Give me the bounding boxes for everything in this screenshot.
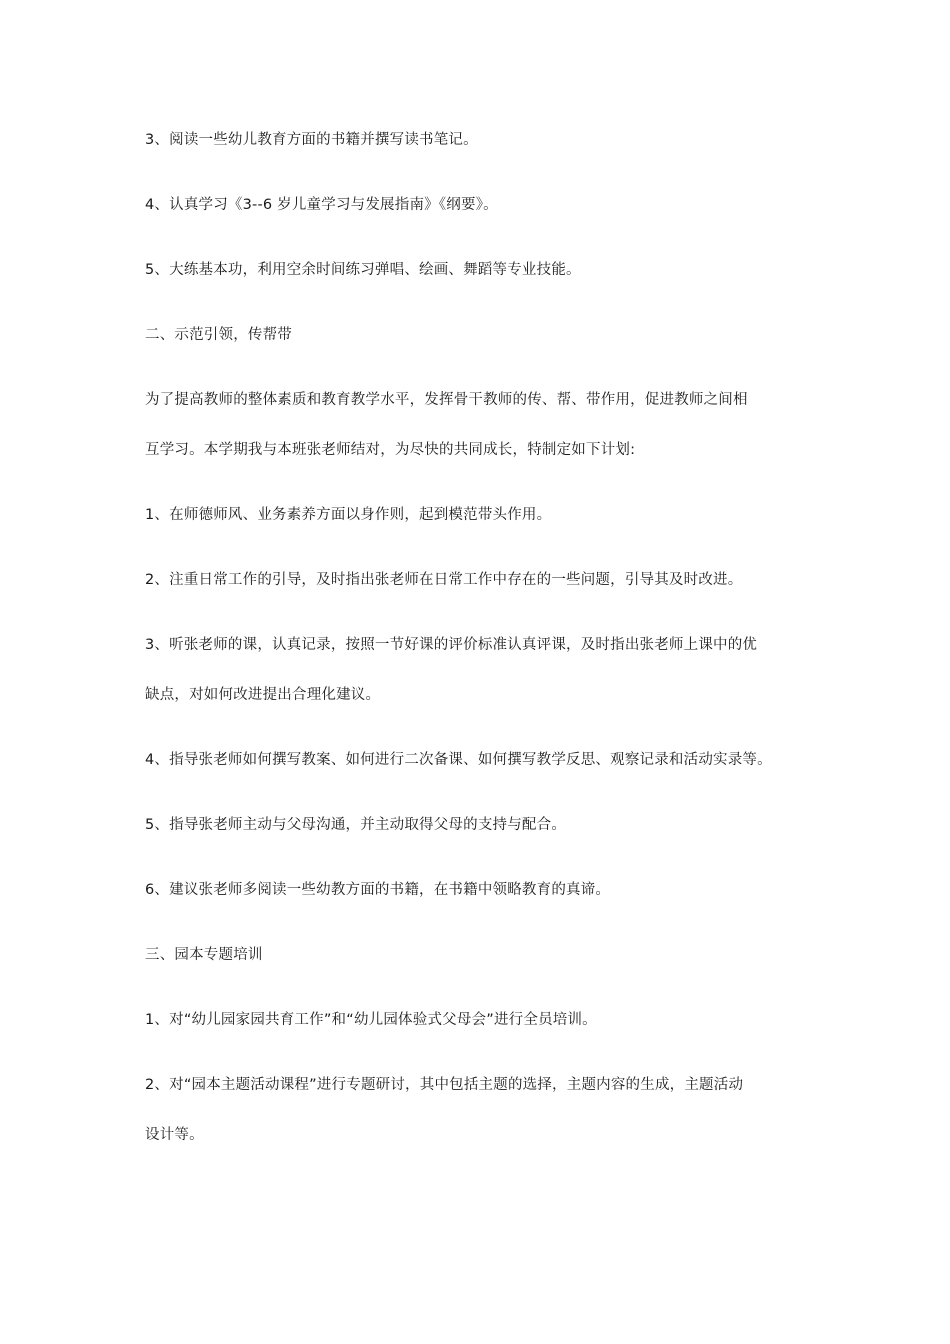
list-item: 3、听张老师的课，认真记录，按照一节好课的评价标准认真评课，及时指出张老师上课中的优 [145,637,758,653]
list-item: 1、对“幼儿园家园共育工作”和“幼儿园体验式父母会”进行全员培训。 [145,1012,597,1028]
list-item-continuation: 缺点，对如何改进提出合理化建议。 [145,687,381,703]
list-item: 4、认真学习《3--6 岁儿童学习与发展指南》《纲要》。 [145,197,498,213]
section-heading: 三、园本专题培训 [145,947,263,963]
list-item: 1、在师德师风、业务素养方面以身作则，起到模范带头作用。 [145,507,552,523]
list-item-continuation: 设计等。 [145,1127,204,1143]
list-item: 4、指导张老师如何撰写教案、如何进行二次备课、如何撰写教学反思、观察记录和活动实录等。 [145,752,772,768]
list-item: 5、指导张老师主动与父母沟通，并主动取得父母的支持与配合。 [145,817,567,833]
paragraph-line: 为了提高教师的整体素质和教育教学水平，发挥骨干教师的传、帮、带作用，促进教师之间相 [145,392,748,408]
list-item: 3、阅读一些幼儿教育方面的书籍并撰写读书笔记。 [145,132,478,148]
list-item: 2、注重日常工作的引导，及时指出张老师在日常工作中存在的一些问题，引导其及时改进。 [145,572,743,588]
list-item: 6、建议张老师多阅读一些幼教方面的书籍，在书籍中领略教育的真谛。 [145,882,611,898]
paragraph-line: 互学习。本学期我与本班张老师结对，为尽快的共同成长，特制定如下计划: [145,442,636,458]
list-item: 2、对“园本主题活动课程”进行专题研讨，其中包括主题的选择，主题内容的生成，主题活动 [145,1077,744,1093]
section-heading: 二、示范引领，传帮带 [145,327,292,343]
list-item: 5、大练基本功，利用空余时间练习弹唱、绘画、舞蹈等专业技能。 [145,262,581,278]
